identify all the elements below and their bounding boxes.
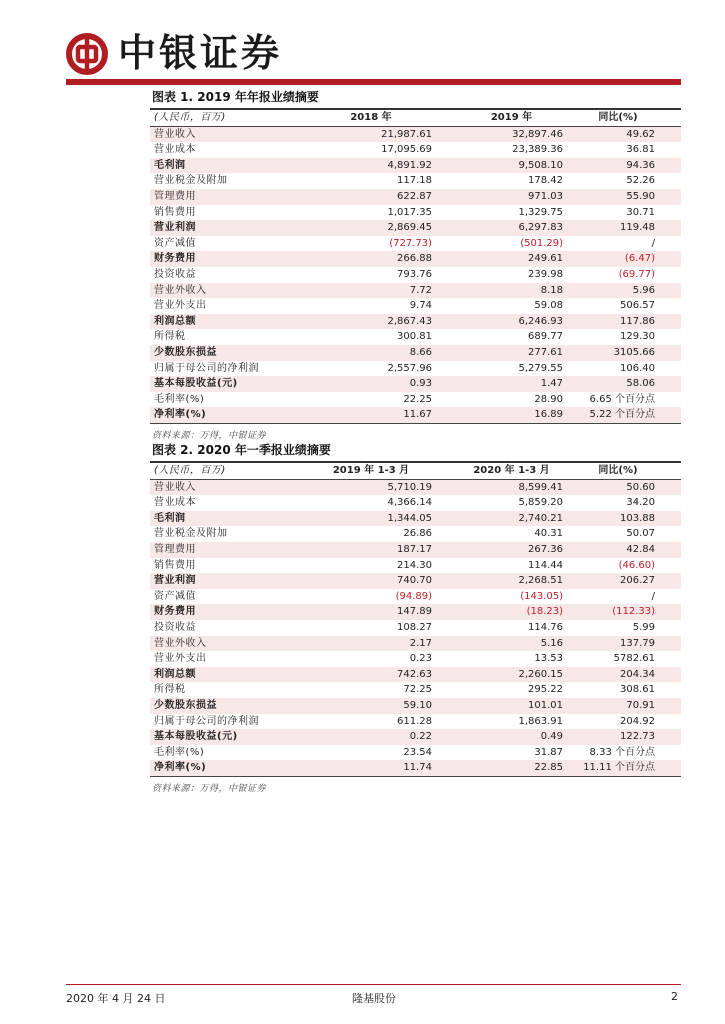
row-label: 投资收益 [154, 621, 196, 633]
row-label: 营业利润 [150, 220, 310, 236]
cell-value: (46.60) [618, 559, 655, 571]
cell-value: / [651, 237, 655, 249]
table-row [150, 589, 681, 605]
row-label: 营业外支出 [154, 300, 207, 312]
row-label: 投资收益 [154, 268, 196, 280]
cell-value: / [651, 590, 655, 602]
table-row [150, 314, 681, 330]
cell-value: 101.01 [460, 698, 581, 714]
row-label: 管理费用 [150, 189, 310, 205]
cell-value: 5.99 [632, 621, 655, 633]
cell-value: 1,017.35 [387, 206, 432, 218]
table-bottom-rule [150, 776, 681, 777]
cell-value: 40.31 [534, 528, 563, 540]
cell-value: 42.84 [581, 542, 681, 558]
table-row [150, 604, 681, 620]
column-header: 同比(%) [581, 110, 681, 126]
cell-value: 178.42 [528, 175, 563, 187]
table-bottom-rule [150, 423, 681, 424]
cell-value: 49.62 [581, 126, 681, 142]
cell-value: 11.11 个百分点 [581, 760, 681, 776]
cell-value: 17,095.69 [381, 144, 432, 156]
cell-value: 114.44 [528, 559, 563, 571]
row-label: 营业税金及附加 [154, 175, 228, 187]
bank-of-china-logo-icon [66, 33, 108, 75]
footer-date: 2020 年 4 月 24 日 [66, 992, 166, 1005]
row-label: 所得税 [154, 684, 186, 696]
table-row [150, 620, 681, 636]
table-row [150, 298, 681, 314]
footer-company: 隆基股份 [352, 992, 396, 1005]
table-row [150, 636, 681, 652]
cell-value: 2,740.21 [460, 511, 581, 527]
cell-value: 11.67 [310, 407, 460, 423]
cell-value: 5.16 [460, 636, 581, 652]
table-row [150, 511, 681, 527]
cell-value: 36.81 [626, 144, 655, 156]
table-row [150, 479, 681, 495]
table-row [150, 205, 681, 221]
cell-value: 8.66 [310, 345, 460, 361]
cell-value: (94.89) [395, 590, 432, 602]
cell-value: 30.71 [626, 206, 655, 218]
cell-value: 4,366.14 [387, 497, 432, 509]
cell-value: 50.07 [626, 528, 655, 540]
column-header: 2020 年 1-3 月 [460, 463, 581, 479]
page-header [0, 0, 725, 90]
cell-value: 622.87 [310, 189, 460, 205]
cell-value: 0.93 [310, 376, 460, 392]
row-label: 所得税 [154, 331, 186, 343]
row-label: 销售费用 [154, 559, 196, 571]
cell-value: 52.26 [626, 175, 655, 187]
row-label: 归属于母公司的净利润 [154, 715, 259, 727]
brand-name: 中银证券 [118, 30, 283, 75]
cell-value: 9.74 [409, 300, 432, 312]
cell-value: (112.33) [581, 604, 681, 620]
cell-value: 5.96 [581, 283, 681, 299]
cell-value: (143.05) [520, 590, 563, 602]
table-row [150, 329, 681, 345]
cell-value: 16.89 [460, 407, 581, 423]
table-row [150, 142, 681, 158]
table-row [150, 526, 681, 542]
cell-value: 204.92 [620, 715, 655, 727]
table-row [150, 745, 681, 761]
table-source-note: 资料来源：万得，中银证券 [152, 430, 267, 441]
table-row [150, 573, 681, 589]
row-label: 资产减值 [154, 590, 196, 602]
table-row [150, 542, 681, 558]
cell-value: 5.22 个百分点 [581, 407, 681, 423]
table-title: 图表 1. 2019 年年报业绩摘要 [152, 90, 319, 104]
cell-value: 267.36 [460, 542, 581, 558]
cell-value: 0.49 [460, 729, 581, 745]
results-table-2020q1 [150, 463, 681, 776]
row-label: 营业成本 [154, 144, 196, 156]
cell-value: 187.17 [310, 542, 460, 558]
cell-value: 971.03 [460, 189, 581, 205]
row-label: 利润总额 [150, 667, 310, 683]
row-label: 毛利润 [150, 511, 310, 527]
cell-value: 2,869.45 [310, 220, 460, 236]
cell-value: 5,710.19 [310, 479, 460, 495]
table-row [150, 126, 681, 142]
column-header: (人民币，百万) [150, 110, 310, 126]
row-label: 毛利润 [150, 158, 310, 174]
cell-value: 6,297.83 [460, 220, 581, 236]
table-row [150, 651, 681, 667]
cell-value: 249.61 [460, 251, 581, 267]
table-row [150, 361, 681, 377]
cell-value: 2,268.51 [460, 573, 581, 589]
row-label: 营业利润 [150, 573, 310, 589]
column-header: 2019 年 [460, 110, 581, 126]
cell-value: 22.25 [403, 393, 432, 405]
table-row [150, 682, 681, 698]
table-row [150, 189, 681, 205]
cell-value: 214.30 [397, 559, 432, 571]
cell-value: 114.76 [528, 621, 563, 633]
cell-value: 23,389.36 [512, 144, 563, 156]
cell-value: 70.91 [581, 698, 681, 714]
row-label: 少数股东损益 [150, 698, 310, 714]
cell-value: 1.47 [460, 376, 581, 392]
table-header-row [150, 463, 681, 479]
cell-value: 119.48 [581, 220, 681, 236]
cell-value: 5,279.55 [518, 362, 563, 374]
footer-page-number: 2 [671, 990, 678, 1003]
cell-value: 740.70 [310, 573, 460, 589]
row-label: 营业税金及附加 [154, 528, 228, 540]
row-label: 财务费用 [150, 251, 310, 267]
cell-value: 8.33 个百分点 [589, 746, 655, 758]
cell-value: 5782.61 [613, 653, 655, 665]
cell-value: 8,599.41 [460, 479, 581, 495]
cell-value: 34.20 [626, 497, 655, 509]
cell-value: 742.63 [310, 667, 460, 683]
row-label: 营业外收入 [150, 283, 310, 299]
row-label: 资产减值 [154, 237, 196, 249]
cell-value: 59.08 [534, 300, 563, 312]
cell-value: 2,557.96 [387, 362, 432, 374]
cell-value: 21,987.61 [310, 126, 460, 142]
table-row [150, 236, 681, 252]
cell-value: 8.18 [460, 283, 581, 299]
cell-value: 611.28 [397, 715, 432, 727]
cell-value: 4,891.92 [310, 158, 460, 174]
cell-value: 55.90 [581, 189, 681, 205]
cell-value: 50.60 [581, 479, 681, 495]
cell-value: 6,246.93 [460, 314, 581, 330]
column-header: (人民币，百万) [150, 463, 310, 479]
cell-value: 300.81 [397, 331, 432, 343]
row-label: 毛利率(%) [154, 393, 205, 405]
cell-value: (18.23) [460, 604, 581, 620]
cell-value: 793.76 [397, 268, 432, 280]
cell-value: 0.23 [409, 653, 432, 665]
table-header-row [150, 110, 681, 126]
column-header: 2018 年 [310, 110, 460, 126]
row-label: 营业外支出 [154, 653, 207, 665]
table-row [150, 729, 681, 745]
cell-value: (501.29) [520, 237, 563, 249]
table-row [150, 251, 681, 267]
table-row [150, 392, 681, 408]
row-label: 净利率(%) [150, 760, 310, 776]
cell-value: 108.27 [397, 621, 432, 633]
cell-value: 23.54 [403, 746, 432, 758]
row-label: 基本每股收益(元) [150, 376, 310, 392]
cell-value: 26.86 [403, 528, 432, 540]
cell-value: 28.90 [534, 393, 563, 405]
results-table-2019 [150, 110, 681, 423]
cell-value: 5,859.20 [518, 497, 563, 509]
column-header: 2019 年 1-3 月 [310, 463, 460, 479]
table-row [150, 173, 681, 189]
table-row [150, 158, 681, 174]
cell-value: 129.30 [620, 331, 655, 343]
cell-value: 94.36 [581, 158, 681, 174]
table-source-note: 资料来源：万得，中银证券 [152, 783, 267, 794]
cell-value: 106.40 [620, 362, 655, 374]
table-row [150, 714, 681, 730]
cell-value: 277.61 [460, 345, 581, 361]
cell-value: 72.25 [403, 684, 432, 696]
row-label: 营业成本 [154, 497, 196, 509]
table-row [150, 760, 681, 776]
row-label: 少数股东损益 [150, 345, 310, 361]
table-row [150, 558, 681, 574]
cell-value: 3105.66 [581, 345, 681, 361]
row-label: 管理费用 [150, 542, 310, 558]
row-label: 营业外收入 [150, 636, 310, 652]
cell-value: 13.53 [534, 653, 563, 665]
table-section-1 [150, 88, 681, 441]
table-row [150, 407, 681, 423]
footer-rule [66, 984, 681, 985]
cell-value: 2,260.15 [460, 667, 581, 683]
cell-value: 206.27 [581, 573, 681, 589]
cell-value: 308.61 [620, 684, 655, 696]
cell-value: 9,508.10 [460, 158, 581, 174]
cell-value: 103.88 [581, 511, 681, 527]
row-label: 基本每股收益(元) [150, 729, 310, 745]
table-row [150, 267, 681, 283]
row-label: 营业收入 [150, 479, 310, 495]
cell-value: 147.89 [310, 604, 460, 620]
cell-value: 32,897.46 [460, 126, 581, 142]
row-label: 财务费用 [150, 604, 310, 620]
cell-value: 117.18 [397, 175, 432, 187]
row-label: 毛利率(%) [154, 746, 205, 758]
cell-value: (6.47) [581, 251, 681, 267]
table-row [150, 698, 681, 714]
cell-value: 137.79 [581, 636, 681, 652]
cell-value: 1,344.05 [310, 511, 460, 527]
cell-value: 122.73 [581, 729, 681, 745]
table-row [150, 345, 681, 361]
cell-value: 6.65 个百分点 [589, 393, 655, 405]
header-rule [66, 79, 681, 85]
row-label: 营业收入 [150, 126, 310, 142]
column-header: 同比(%) [581, 463, 681, 479]
cell-value: 7.72 [310, 283, 460, 299]
cell-value: (69.77) [618, 268, 655, 280]
cell-value: 2,867.43 [310, 314, 460, 330]
cell-value: 0.22 [310, 729, 460, 745]
table-row [150, 376, 681, 392]
cell-value: 1,863.91 [518, 715, 563, 727]
cell-value: (727.73) [389, 237, 432, 249]
table-section-2 [150, 441, 681, 794]
table-row [150, 495, 681, 511]
row-label: 利润总额 [150, 314, 310, 330]
cell-value: 295.22 [528, 684, 563, 696]
cell-value: 58.06 [581, 376, 681, 392]
cell-value: 239.98 [528, 268, 563, 280]
table-row [150, 220, 681, 236]
cell-value: 22.85 [460, 760, 581, 776]
table-title: 图表 2. 2020 年一季报业绩摘要 [152, 443, 331, 457]
cell-value: 204.34 [581, 667, 681, 683]
cell-value: 266.88 [310, 251, 460, 267]
table-row [150, 283, 681, 299]
cell-value: 31.87 [534, 746, 563, 758]
cell-value: 689.77 [528, 331, 563, 343]
cell-value: 117.86 [581, 314, 681, 330]
cell-value: 2.17 [310, 636, 460, 652]
cell-value: 1,329.75 [518, 206, 563, 218]
row-label: 净利率(%) [150, 407, 310, 423]
row-label: 归属于母公司的净利润 [154, 362, 259, 374]
cell-value: 59.10 [310, 698, 460, 714]
table-row [150, 667, 681, 683]
cell-value: 11.74 [310, 760, 460, 776]
row-label: 销售费用 [154, 206, 196, 218]
cell-value: 506.57 [620, 300, 655, 312]
